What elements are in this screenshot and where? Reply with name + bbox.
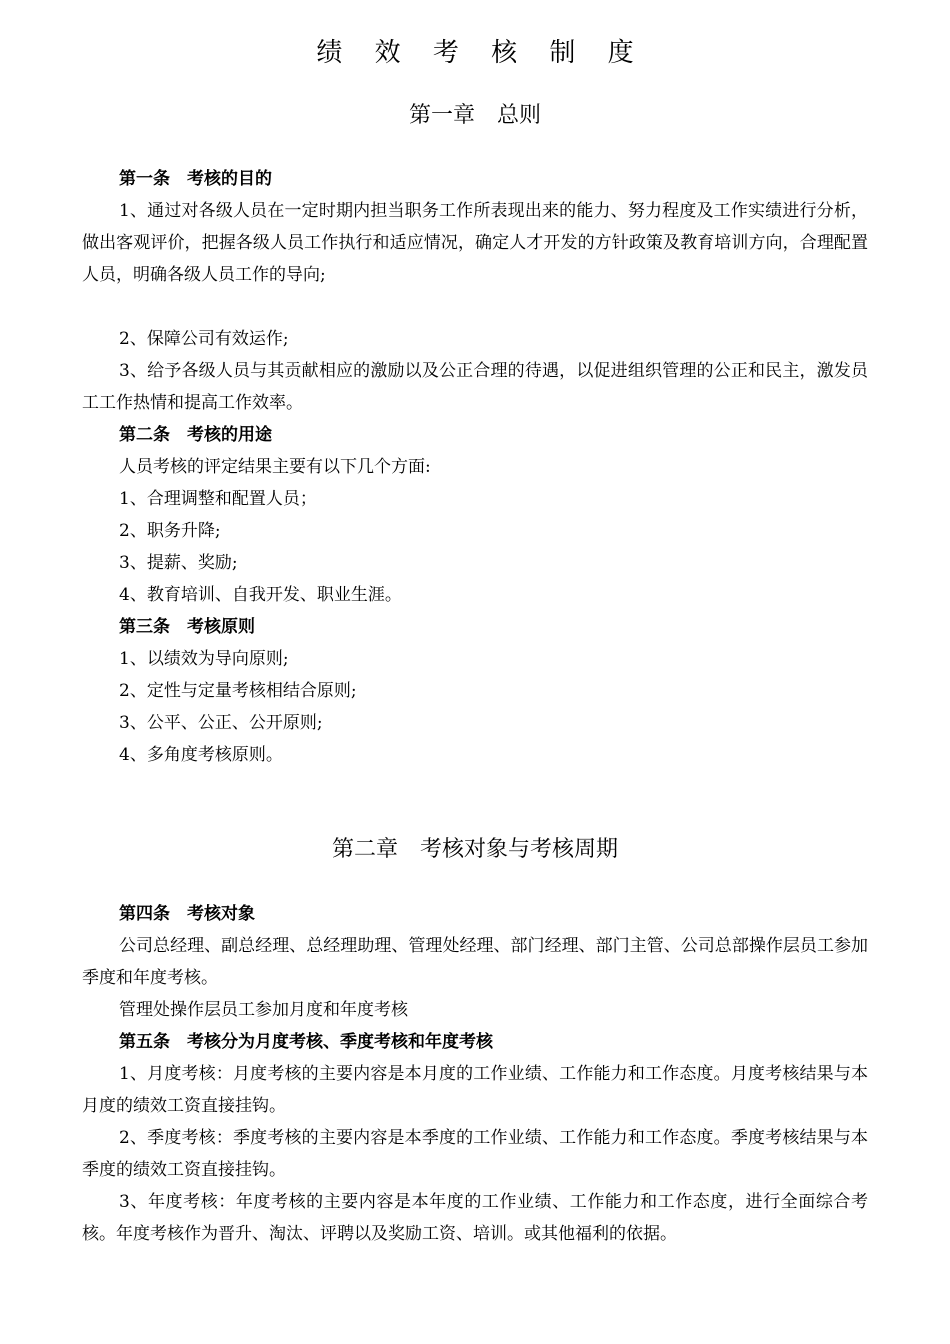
article-3-item: 1、以绩效为导向原则; — [119, 649, 289, 669]
article-5-heading: 第五条 考核分为月度考核、季度考核和年度考核 — [119, 1032, 493, 1052]
article-3-item: 2、定性与定量考核相结合原则; — [119, 681, 357, 701]
article-2-item: 2、职务升降; — [119, 521, 221, 541]
chapter-2-heading: 第二章 考核对象与考核周期 — [331, 837, 618, 862]
article-5-paragraph-1: 1、月度考核：月度考核的主要内容是本月度的工作业绩、工作能力和工作态度。月度考核结果与本月度的绩效工资直接挂钩。 — [82, 1064, 868, 1116]
article-2-heading: 第二条 考核的用途 — [119, 425, 272, 445]
article-1-paragraph-1: 1、通过对各级人员在一定时期内担当职务工作所表现出来的能力、努力程度及工作实绩进行分析，做出客观评价，把握各级人员工作执行和适应情况，确定人才开发的方针政策及教育培训方向，合理配置人员，明确各级人员工作的导向; — [82, 201, 868, 285]
article-3-heading: 第三条 考核原则 — [119, 617, 255, 637]
article-2-item: 1、合理调整和配置人员； — [119, 489, 317, 509]
article-5-paragraph-3: 3、年度考核：年度考核的主要内容是本年度的工作业绩、工作能力和工作态度，进行全面综合考核。年度考核作为晋升、淘汰、评聘以及奖励工资、培训。或其他福利的依据。 — [82, 1192, 868, 1244]
blank-line — [82, 291, 868, 323]
article-2-item: 3、提薪、奖励; — [119, 553, 238, 573]
article-2-intro: 人员考核的评定结果主要有以下几个方面: — [119, 457, 431, 477]
article-3-item: 4、多角度考核原则。 — [119, 745, 283, 765]
article-1-heading: 第一条 考核的目的 — [119, 169, 272, 189]
chapter-2-body — [82, 898, 868, 1250]
article-5-paragraph-2: 2、季度考核：季度考核的主要内容是本季度的工作业绩、工作能力和工作态度。季度考核结果与本季度的绩效工资直接挂钩。 — [82, 1128, 868, 1180]
article-2-item: 4、教育培训、自我开发、职业生涯。 — [119, 585, 402, 605]
article-1-paragraph-2: 2、保障公司有效运作; — [119, 329, 289, 349]
article-1-paragraph-3: 3、给予各级人员与其贡献相应的激励以及公正合理的待遇，以促进组织管理的公正和民主，激发员工工作热情和提高工作效率。 — [82, 361, 868, 413]
chapter-1-body — [82, 163, 868, 771]
document-title: 绩 效 考 核 制 度 — [316, 38, 646, 68]
article-4-paragraph-2: 管理处操作层员工参加月度和年度考核 — [119, 1000, 408, 1020]
article-4-paragraph-1: 公司总经理、副总经理、总经理助理、管理处经理、部门经理、部门主管、公司总部操作层员工参加季度和年度考核。 — [82, 936, 868, 988]
chapter-1-heading: 第一章 总则 — [408, 103, 541, 128]
article-4-heading: 第四条 考核对象 — [119, 904, 255, 924]
article-3-item: 3、公平、公正、公开原则; — [119, 713, 323, 733]
